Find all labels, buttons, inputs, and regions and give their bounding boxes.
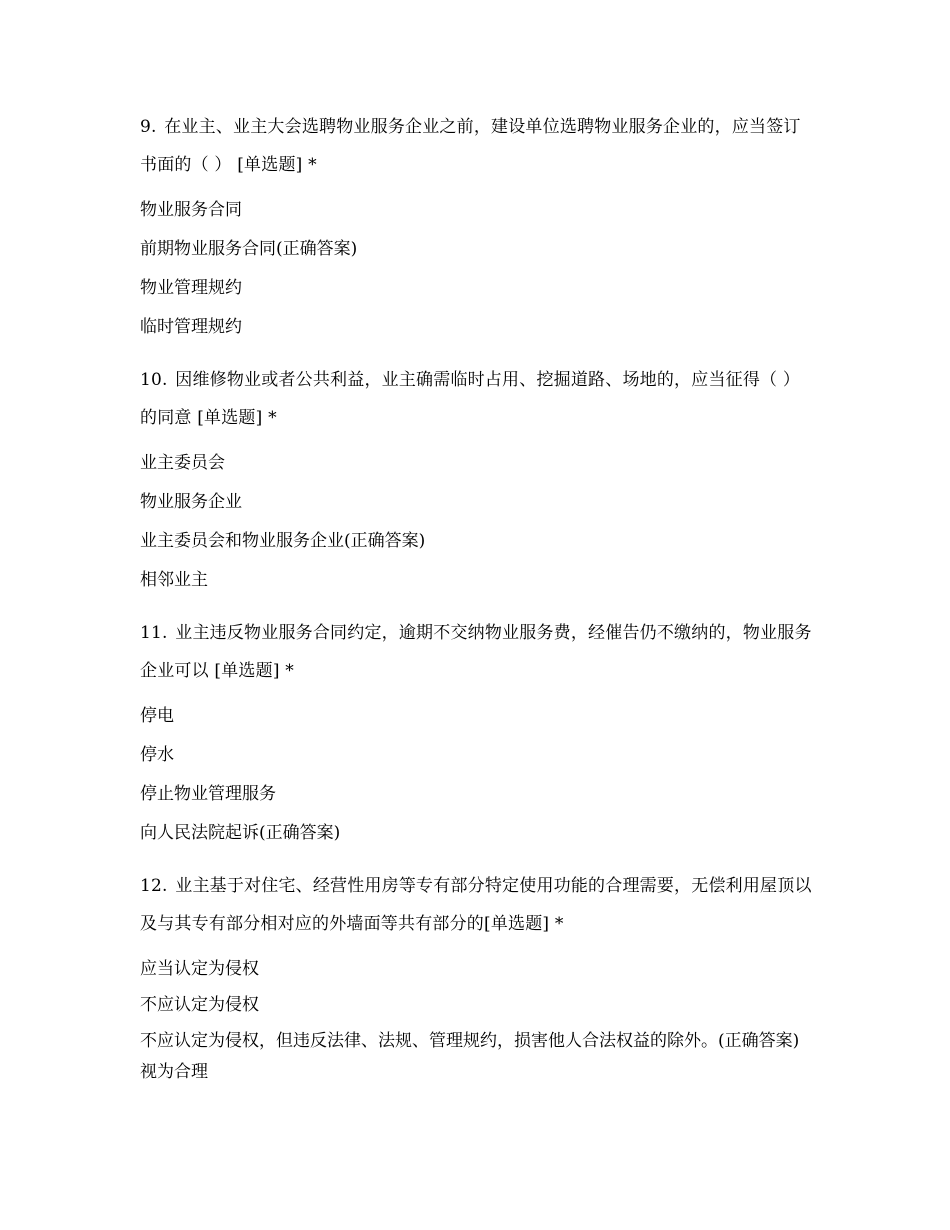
question-body: 因维修物业或者公共利益，业主确需临时占用、挖掘道路、场地的，应当征得（ ）的同意 [单选题] * [140,370,801,428]
question-block-9 [140,108,815,347]
question-number: 9. [140,117,157,137]
option-list [140,191,815,347]
option-item[interactable]: 物业管理规约 [140,278,242,298]
option-item[interactable]: 应当认定为侵权 [140,959,259,979]
question-body: 业主基于对住宅、经营性用房等专有部分特定使用功能的合理需要，无偿利用屋顶以及与其专有部分相对应的外墙面等共有部分的[单选题] * [140,876,812,934]
question-text [140,614,815,690]
option-item[interactable]: 不应认定为侵权 [140,995,259,1015]
option-item[interactable]: 临时管理规约 [140,317,242,337]
option-item[interactable]: 业主委员会 [140,453,225,473]
option-item[interactable]: 物业服务企业 [140,492,242,512]
option-item[interactable]: 物业服务合同 [140,200,242,220]
question-block-12 [140,867,815,1089]
document-page [140,108,815,1089]
question-number: 11. [140,623,168,643]
option-list [140,444,815,600]
question-text [140,361,815,437]
option-item[interactable]: 不应认定为侵权，但违反法律、法规、管理规约，损害他人合法权益的除外。(正确答案) [140,1031,800,1051]
option-item[interactable]: 相邻业主 [140,570,208,590]
question-number: 12. [140,876,168,896]
option-item[interactable]: 前期物业服务合同(正确答案) [140,239,358,259]
question-block-10 [140,361,815,600]
question-text [140,867,815,943]
question-text [140,108,815,184]
option-item[interactable]: 业主委员会和物业服务企业(正确答案) [140,531,426,551]
option-item[interactable]: 停止物业管理服务 [140,784,276,804]
question-block-11 [140,614,815,853]
option-list [140,697,815,853]
question-number: 10. [140,370,168,390]
option-item[interactable]: 视为合理 [140,1062,208,1082]
option-item[interactable]: 向人民法院起诉(正确答案) [140,823,341,843]
option-item[interactable]: 停电 [140,706,174,726]
question-body: 业主违反物业服务合同约定，逾期不交纳物业服务费，经催告仍不缴纳的，物业服务企业可以 [单选题] * [140,623,812,681]
option-item[interactable]: 停水 [140,745,174,765]
question-body: 在业主、业主大会选聘物业服务企业之前，建设单位选聘物业服务企业的，应当签订书面的（ ） [单选题] * [140,117,801,175]
option-list [140,950,815,1089]
